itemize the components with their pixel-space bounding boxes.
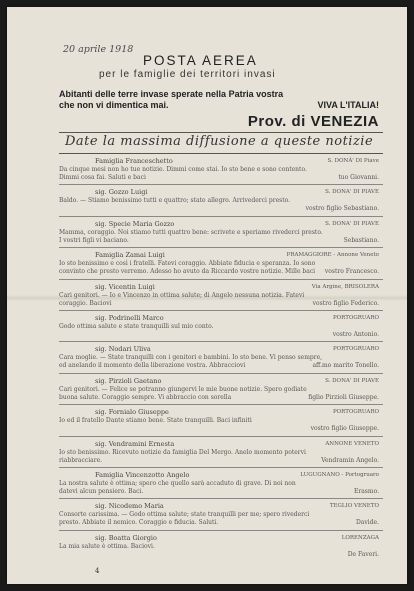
message-line: Baldo. — Stiamo benissimo tutti e quattro; state allegro. Arrivederci presto.: [59, 197, 291, 205]
date: 20 aprile 1918: [63, 44, 134, 55]
message-place: PORTOGRUARO: [332, 346, 379, 353]
message-recipient: sig. Fornialo Giuseppe: [95, 408, 169, 417]
message-divider: [59, 404, 383, 405]
message-recipient: Famiglia Franceschetto: [95, 157, 173, 165]
message-recipient: sig. Specie Maria Gozzo: [95, 219, 175, 228]
banner-rule-top: [59, 132, 383, 133]
message-place: ANNONE VENETO: [325, 440, 379, 447]
message-divider: [59, 467, 383, 468]
banner-rule-bottom: [59, 153, 383, 154]
message-recipient: sig. Pirzioli Gaetano: [95, 376, 162, 385]
message-line: Cari genitori. — Felice se potranno giungervi le mie buone notizie. Spero godiate: [59, 385, 307, 393]
message-line: La nostra salute è ottima; spero che quello sarà accaduto di grave. Di noi non: [59, 480, 296, 487]
message-divider: [59, 279, 383, 280]
message-line: La mia salute è ottima. Baciovi.: [59, 542, 155, 550]
message-signature: vostro figlio Federico.: [312, 299, 379, 307]
message-divider: [59, 247, 383, 248]
message-recipient: sig. Nicodemo Maria: [95, 502, 164, 511]
message-divider: [59, 216, 383, 217]
message-line: ed anelando il momento della liberazione vostra. Abbracciovi: [59, 362, 246, 370]
message-recipient: Famiglia Vincenzotto Angelo: [95, 471, 190, 479]
message-place: LUGUGNANO - Portogruaro: [300, 472, 379, 478]
message-signature: Vendramin Angelo.: [321, 456, 379, 464]
appeal-line-1: Abitanti delle terre invase sperate nella Patria vostra: [59, 89, 284, 99]
message-divider: [59, 341, 383, 342]
message-place: S. DONA' DI PIAVE: [325, 220, 379, 227]
message-divider: [59, 530, 383, 531]
message-line: Io sto benissimo e così i fratelli. Fatevi coraggio. Abbiate fiducia e speranza. Io sono: [59, 260, 316, 268]
province-heading: Prov. di VENEZIA: [247, 113, 379, 130]
message-recipient: sig. Gozzo Luigi: [95, 188, 148, 197]
message-recipient: sig. Boatta Giorgio: [95, 533, 157, 542]
message-signature: vostro Francesco.: [324, 268, 379, 276]
message-signature: aff.mo marito Tonello.: [312, 362, 379, 370]
message-place: TEGLIO VENETO: [329, 503, 379, 510]
message-divider: [59, 184, 383, 185]
message-line: presto. Abbiate il nemico. Coraggio e fiducia. Saluti.: [59, 519, 219, 527]
appeal-line-2: che non vi dimentica mai.: [59, 100, 169, 110]
message-signature: Davide.: [356, 519, 379, 527]
message-signature: tuo Giovanni.: [338, 174, 379, 181]
message-place: PORTOGRUARO: [332, 315, 379, 321]
message-line: convinto che presto verremo. Adesso ho avuto da Riccardo vostre notizie. Mille baci: [59, 268, 316, 276]
message-line: Dimmi cosa fai. Saluti e baci: [59, 174, 146, 181]
viva-italia: VIVA L'ITALIA!: [317, 100, 379, 110]
message-signature: Erasmo.: [353, 488, 379, 495]
message-signature: Sebastiano.: [343, 236, 379, 244]
leaflet-sheet: [7, 7, 407, 584]
message-place: LORENZAGA: [341, 534, 379, 541]
message-line: Da cinque mesi non ho tue notizie. Dimmi come stai. Io sto bene e sono contento.: [59, 166, 307, 173]
message-place: PORTOGRUARO: [332, 409, 379, 416]
message-place: S. DONA' DI PIAVE: [325, 377, 379, 384]
message-divider: [59, 373, 383, 374]
message-place: S. DONÀ' DI Piave: [327, 158, 379, 164]
banner: Date la massima diffusione a queste notizie: [65, 134, 374, 149]
message-recipient: sig. Podrinelli Marco: [95, 314, 164, 322]
message-line: Mamma, coraggio. Noi stiamo tutti quattro bene: scrivete e speriamo rivederci presto.: [59, 228, 323, 236]
message-recipient: sig. Vendramini Ernesta: [95, 439, 175, 448]
message-line: coraggio. Baciovi: [59, 299, 112, 307]
subtitle: per le famiglie dei territori invasi: [99, 69, 276, 80]
message-recipient: sig. Nodari Uliva: [95, 345, 151, 354]
message-signature: De Faveri.: [347, 550, 379, 558]
title: POSTA AEREA: [143, 53, 258, 68]
message-signature: vostro figlio Giuseppe.: [310, 425, 379, 433]
message-divider: [59, 498, 383, 499]
message-line: datevi alcun pensiero. Baci.: [59, 488, 144, 495]
message-line: Consorte carissima. — Godo ottima salute; state tranquilli per me; spero rivederci: [59, 511, 310, 519]
message-signature: figlio Pirzioli Giuseppe.: [308, 393, 379, 401]
message-place: PRAMAGGIORE - Annone Veneto: [286, 252, 379, 259]
message-line: I vostri figli vi baciano.: [59, 236, 129, 244]
message-divider: [59, 310, 383, 311]
message-line: Cari genitori. — Io e Vincenzo in ottima salute; di Angelo nessuna notizia. Fatevi: [59, 291, 305, 299]
message-place: Via Argine, BRISOLERA: [311, 283, 379, 290]
message-place: S. DONA' DI PIAVE: [325, 189, 379, 196]
message-line: Godo ottima salute e state tranquilli sul mio conto.: [59, 323, 214, 330]
message-line: riabbracciare.: [59, 456, 103, 464]
message-recipient: Famiglia Zamai Luigi: [95, 251, 165, 260]
message-signature: vostro Antonio.: [332, 331, 379, 338]
message-line: buona salute. Coraggio sempre. Vi abbraccio con sorella: [59, 393, 232, 401]
message-recipient: sig. Vicentin Luigi: [95, 282, 155, 291]
message-divider: [59, 436, 383, 437]
page-number: 4: [95, 567, 100, 575]
message-line: Io ed il fratello Dante stiamo bene. State tranquilli. Baci infiniti: [59, 417, 252, 425]
message-line: Io sto benissimo. Ricevuto notizie da famiglia Del Mergo. Anelo momento potervi: [59, 448, 306, 456]
message-signature: vostro figlio Sebastiano.: [305, 205, 379, 213]
message-line: Cara moglie. — State tranquilli con i genitori e bambini. Io sto bene. Vi penso sempre,: [59, 354, 323, 362]
